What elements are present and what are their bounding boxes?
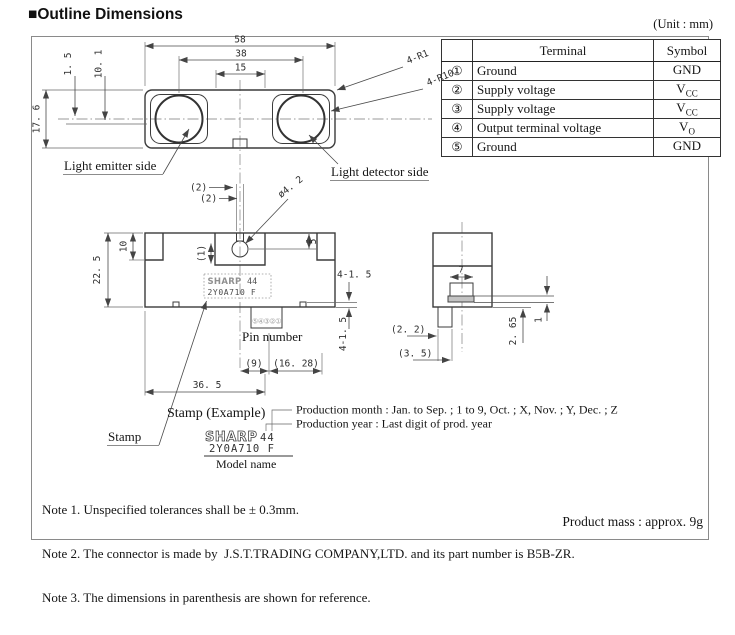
notes-block — [42, 474, 575, 635]
stamp-logo: SHARP — [207, 277, 242, 287]
production-month-note: Production month : Jan. to Sep. ; 1 to 9, Oct. ; X, Nov. ; Y, Dec. ; Z — [296, 402, 618, 417]
symbol-main: V — [676, 100, 686, 116]
dim-2-2: (2. 2) — [391, 324, 426, 336]
dim-58: 58 — [234, 34, 246, 46]
dim-38: 38 — [235, 48, 247, 60]
model-name-caption: Model name — [216, 457, 277, 471]
header-terminal: Terminal — [473, 40, 654, 62]
dim-4-1-5-a: 4-1. 5 — [337, 269, 372, 281]
stamp-model: 2Y0A710 F — [207, 288, 257, 297]
dim-1p: (1) — [196, 244, 208, 263]
side-view — [391, 222, 554, 361]
dim-2a: (2) — [190, 182, 208, 194]
stamp-pointer-label: Stamp — [108, 429, 142, 444]
dim-15: 15 — [234, 62, 247, 74]
note-3: Note 3. The dimensions in parenthesis are shown for reference. — [42, 589, 371, 605]
terminal-name: Output terminal voltage — [473, 119, 654, 138]
note-1: Note 1. Unspecified tolerances shall be ± 0.3mm. — [42, 502, 299, 518]
unit-note: (Unit : mm) — [653, 17, 713, 31]
pin-number: ③ — [442, 100, 473, 119]
symbol-sub: CC — [685, 107, 698, 118]
stamp-example-label: Stamp (Example) — [167, 406, 266, 421]
symbol-main: V — [679, 119, 689, 135]
symbol-main: GND — [672, 62, 702, 78]
connector-pin-numbers: ⑤④③②① — [252, 317, 281, 326]
dim-7: 7 — [458, 265, 464, 276]
page-title-text: Outline Dimensions — [37, 6, 183, 23]
dim-10-1: 10. 1 — [93, 49, 105, 79]
light-emitter-label: Light emitter side — [64, 158, 157, 173]
dim-4-r1: 4-R1 — [405, 48, 431, 67]
terminal-name: Supply voltage — [473, 100, 654, 119]
terminal-name: Ground — [473, 62, 654, 81]
product-mass: Product mass : approx. 9g — [562, 514, 703, 529]
dim-10: 10 — [118, 240, 130, 253]
symbol-main: V — [676, 81, 686, 97]
stamp-example-model: 2Y0A710 F — [209, 443, 275, 455]
symbol-sub: O — [688, 126, 695, 137]
dim-2-65: 2. 65 — [508, 316, 519, 346]
dim-1: 1 — [533, 317, 545, 323]
pin-number: ① — [442, 62, 473, 81]
symbol-main: GND — [672, 138, 702, 154]
dim-36-5: 36. 5 — [192, 380, 222, 391]
production-year-note: Production year : Last digit of prod. year — [296, 416, 492, 431]
stamp-example — [167, 403, 618, 472]
dim-hole-dia: ø4. 2 — [276, 174, 306, 201]
dim-9: (9) — [245, 358, 263, 370]
dim-2b: (2) — [200, 193, 218, 205]
terminal-name: Supply voltage — [473, 81, 654, 100]
pin-number: ④ — [442, 119, 473, 138]
section-marker-icon: ■ — [28, 6, 38, 23]
dim-4-1-5-b: 4-1. 5 — [338, 316, 349, 352]
terminal-name: Ground — [473, 138, 654, 157]
note-2: Note 2. The connector is made by J.S.T.TRADING COMPANY,LTD. and its part number is B5B-ZR. — [42, 545, 575, 561]
dim-16-28: (16. 28) — [273, 358, 319, 370]
dim-1-5: 1. 5 — [63, 52, 74, 76]
pin-number: ⑤ — [442, 138, 473, 157]
dim-3-5: (3. 5) — [398, 348, 433, 360]
dim-5: 5 — [308, 238, 319, 245]
header-symbol: Symbol — [654, 40, 721, 62]
stamp-example-lot: 44 — [260, 432, 275, 444]
pin-number: ② — [442, 81, 473, 100]
light-detector-label: Light detector side — [331, 164, 429, 179]
symbol-sub: CC — [685, 88, 698, 99]
sharp-logo: SHARP — [205, 430, 258, 445]
pin-number-label: Pin number — [242, 329, 303, 344]
stamp-lot: 44 — [247, 277, 258, 287]
dim-17-6: 17. 6 — [31, 104, 43, 134]
dim-22-5: 22. 5 — [92, 255, 103, 285]
dim-4-r10: 4-R10 — [425, 67, 456, 89]
